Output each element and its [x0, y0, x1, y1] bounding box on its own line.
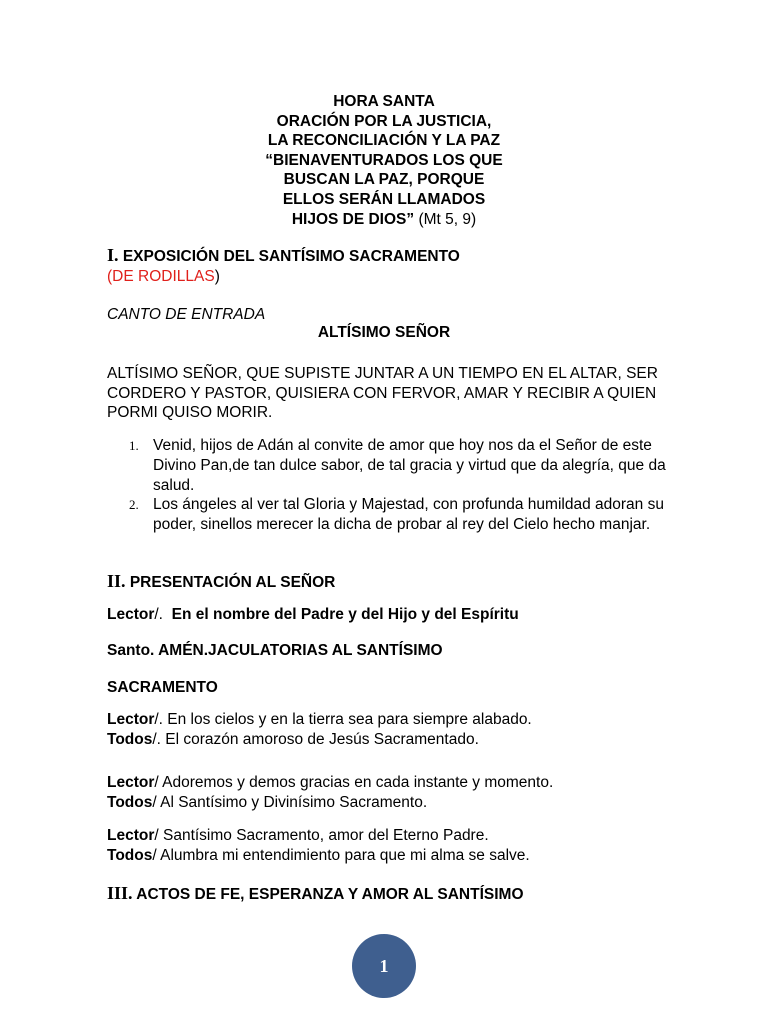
- title-line: BUSCAN LA PAZ, PORQUE: [283, 171, 485, 189]
- title-line: ORACIÓN POR LA JUSTICIA,: [276, 112, 492, 130]
- verse-number: 1.: [129, 438, 139, 453]
- list-item: [107, 495, 667, 535]
- section-1-heading: [107, 246, 677, 267]
- todos-line: Todos/ Alumbra mi entendimiento para que mi alma se salve.: [107, 846, 530, 864]
- section-2-line-3: SACRAMENTO: [107, 679, 218, 696]
- canto-label: CANTO DE ENTRADA: [107, 306, 266, 323]
- title-last-line: HIJOS DE DIOS”: [291, 210, 415, 228]
- todos-line: Todos/ Al Santísimo y Divinísimo Sacramento.: [107, 793, 428, 811]
- section-2-line-2: Santo. AMÉN.JACULATORIAS AL SANTÍSIMO: [107, 642, 443, 659]
- section-2-numeral: II.: [107, 571, 126, 591]
- response-pair: [107, 826, 677, 865]
- list-item: [107, 436, 667, 495]
- lector-label: Lector: [107, 606, 155, 623]
- section-3-heading: [107, 884, 677, 905]
- todos-line: Todos/. El corazón amoroso de Jesús Sacramentado.: [107, 730, 479, 748]
- instruction-text: DE RODILLAS: [112, 267, 215, 285]
- title-line: ELLOS SERÁN LLAMADOS: [282, 190, 486, 208]
- song-title: ALTÍSIMO SEÑOR: [317, 324, 451, 341]
- page-number-badge: 1: [352, 934, 416, 998]
- verse-number: 2.: [129, 497, 139, 513]
- response-pair: [107, 710, 677, 749]
- bible-reference: (Mt 5, 9): [418, 210, 477, 228]
- section-3-title: ACTOS DE FE, ESPERANZA Y AMOR AL SANTÍSIMO: [136, 886, 524, 903]
- title-line: “BIENAVENTURADOS LOS QUE: [265, 151, 503, 169]
- section-2-heading: [107, 572, 677, 593]
- section-1: [107, 246, 677, 286]
- invocation-text: En el nombre del Padre y del Hijo y del Espíritu: [171, 606, 519, 623]
- section-1-instruction: (DE RODILLAS): [107, 267, 220, 285]
- song-chorus: ALTÍSIMO SEÑOR, QUE SUPISTE JUNTAR A UN TIEMPO EN EL ALTAR, SER CORDERO Y PASTOR, QUISIERA CON FERVOR, AMAR Y RECIBIR A QUIEN PORMI QUISO MORIR.: [107, 365, 658, 421]
- title-line: LA RECONCILIACIÓN Y LA PAZ: [267, 132, 501, 150]
- section-2-title: PRESENTACIÓN AL SEÑOR: [129, 574, 336, 591]
- section-3-numeral: III.: [107, 883, 133, 903]
- verse-text: Los ángeles al ver tal Gloria y Majestad, con profunda humildad adoran su poder, sinellos merecer la dicha de probar al rey del Cielo hecho manjar.: [153, 496, 664, 534]
- section-2-line-1: Lector/. En el nombre del Padre y del Hijo y del Espíritu: [107, 606, 519, 623]
- verse-list: [107, 436, 667, 535]
- response-pair: [107, 773, 677, 812]
- lector-line: Lector/. En los cielos y en la tierra sea para siempre alabado.: [107, 711, 532, 728]
- section-1-title: EXPOSICIÓN DEL SANTÍSIMO SACRAMENTO: [122, 248, 460, 265]
- title-line: [0, 210, 768, 230]
- section-1-numeral: I.: [107, 245, 119, 265]
- document-title: [0, 92, 768, 229]
- verse-text: Venid, hijos de Adán al convite de amor que hoy nos da el Señor de este Divino Pan,de tan dulce sabor, de tal gracia y virtud que da alegría, que da salud.: [153, 437, 666, 494]
- title-line: HORA SANTA: [333, 93, 435, 110]
- lector-line: Lector/ Santísimo Sacramento, amor del Eterno Padre.: [107, 827, 489, 844]
- lector-line: Lector/ Adoremos y demos gracias en cada instante y momento.: [107, 774, 554, 791]
